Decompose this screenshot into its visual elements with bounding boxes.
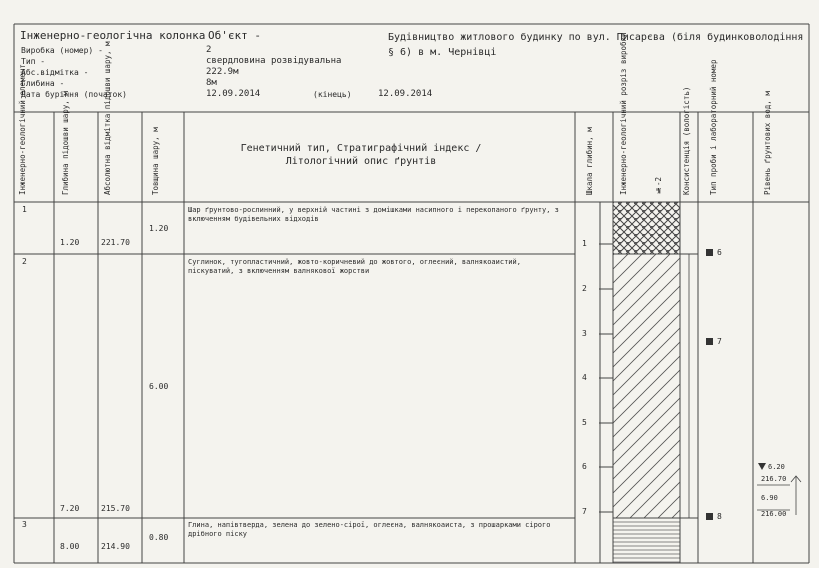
field-value-0: 2	[206, 45, 212, 55]
layer-2-depth: 7.20	[60, 504, 80, 513]
layer-2-desc: Суглинок, тугопластичний, жовто-коричневий до жовтого, оглеєний, валнякоаистий, піскуватий, з включенням валнякової жорстви	[188, 258, 521, 276]
water-abs-2: 216.00	[761, 510, 787, 518]
date-label: Дата буріння (початок)	[21, 90, 127, 99]
object-value: Будівництво житлового будинку по вул. Писарєва (біля будинковолодіння § 6) в м. Чернівці	[388, 32, 804, 58]
scale-tick: 4	[582, 373, 587, 382]
col-abs: Абсолютна відмітка підошви шару, м	[103, 41, 112, 195]
layer-3-abs: 214.90	[101, 542, 130, 551]
date-end-label: (кінець)	[313, 90, 352, 99]
scale-tick: 6	[582, 462, 587, 471]
layer-1-thickness: 1.20	[149, 224, 169, 233]
layer-3-num: 3	[22, 520, 27, 529]
field-label-3: Глибина -	[21, 79, 65, 88]
layer-3-desc: Глина, напівтверда, зелена до зелено-сірої, оглеєна, валнякоаиста, з прошарками сірого дрібного піску	[188, 521, 551, 539]
sample-number-8: 8	[717, 512, 722, 521]
col-thickness: Товщина шару, м	[151, 127, 160, 195]
date-end: 12.09.2014	[378, 89, 433, 99]
col-depth: Глибина підошви шару, м	[61, 91, 70, 195]
scale-tick: 3	[582, 329, 587, 338]
scale-tick: 5	[582, 418, 587, 427]
layer-1-abs: 221.70	[101, 238, 130, 247]
col-consistency: Консистенція (вологість)	[682, 86, 691, 195]
sample-marker-7	[706, 338, 713, 345]
layer-1-num: 1	[22, 205, 27, 214]
layer-2-num: 2	[22, 257, 27, 266]
layer-3-depth: 8.00	[60, 542, 80, 551]
field-value-1: свердловина розвідувальна	[206, 56, 342, 66]
object-label: Об'єкт -	[208, 29, 261, 42]
field-value-2: 222.9м	[206, 67, 239, 77]
col-element: Інженерно-геологічний елемент	[18, 64, 27, 195]
scale-tick: 7	[582, 507, 587, 516]
water-abs-1: 216.70	[761, 475, 787, 483]
col-water: Рівень ґрунтових вод, м	[763, 91, 772, 195]
section-code: №-2	[654, 176, 663, 195]
section-layer-2	[613, 254, 680, 518]
layer-1-desc: Шар ґрунтово-рослинний, у верхній частині з домішками насипного і перекопаного ґрунту, з включенням будівельних відходів	[188, 206, 559, 224]
field-label-0: Виробка (номер) -	[21, 46, 103, 55]
field-label-1: Тип -	[21, 57, 46, 66]
col-scale: Шкала глибин, м	[585, 127, 594, 195]
field-value-3: 8м	[206, 78, 217, 88]
water-depth-2: 6.90	[761, 494, 778, 502]
scale-tick: 1	[582, 239, 587, 248]
sample-number-6: 6	[717, 248, 722, 257]
water-level-icon	[758, 463, 766, 470]
col-sample: Тип проби і лабораторний номер	[709, 59, 718, 195]
sample-marker-6	[706, 249, 713, 256]
section-layer-3	[613, 518, 680, 563]
col-section: Інженерно-геологічний розріз виробки	[619, 32, 628, 195]
date-start: 12.09.2014	[206, 89, 261, 99]
layer-3-thickness: 0.80	[149, 533, 169, 542]
header-title: Інженерно-геологічна колонка	[20, 29, 206, 42]
layer-2-thickness: 6.00	[149, 382, 169, 391]
section-layer-1	[613, 202, 680, 254]
layer-2-abs: 215.70	[101, 504, 130, 513]
scale-tick: 2	[582, 284, 587, 293]
layer-1-depth: 1.20	[60, 238, 80, 247]
col-desc: Генетичний тип, Стратиграфічний індекс / Літологічний опис ґрунтів	[240, 143, 482, 167]
water-depth-1: 6.20	[768, 463, 785, 471]
sample-marker-8	[706, 513, 713, 520]
field-label-2: Абс.відмітка -	[21, 68, 89, 77]
sample-number-7: 7	[717, 337, 722, 346]
